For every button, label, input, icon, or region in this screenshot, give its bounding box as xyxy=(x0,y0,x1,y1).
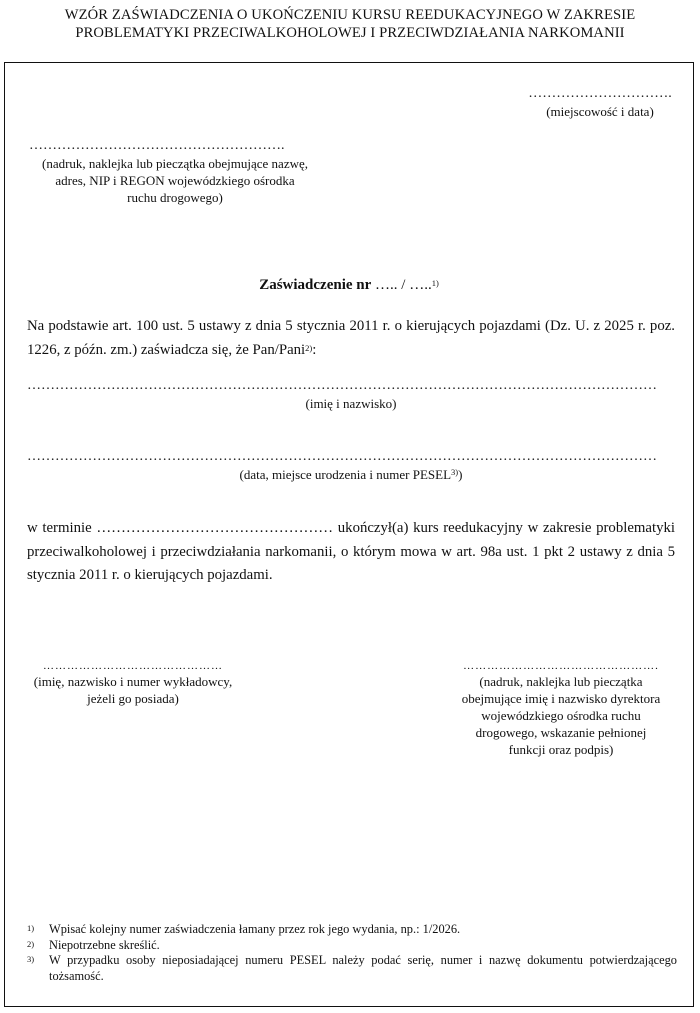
completion-text: ukończył(a) kurs reedukacyjny w zakresie problematyki przeciwalkoholowej i przeciwdziałania narkomanii, o którym mowa w art. 98a ust. 1 pkt 2 ustawy z dnia 5 stycznia 2011 r. o kierujących pojazdami. xyxy=(27,520,675,583)
director-label-line-3: wojewódzkiego ośrodka ruchu xyxy=(481,708,641,723)
name-field-dots[interactable]: ……………………………………………………………………………………………………………………… xyxy=(27,378,657,393)
completion-date-dots[interactable]: ………………………………………… xyxy=(91,520,338,536)
place-date-dots[interactable]: …………………………. xyxy=(528,86,672,101)
footnote-2 xyxy=(27,938,677,954)
lecturer-label-line-1: (imię, nazwisko i numer wykładowcy, xyxy=(33,674,233,689)
center-stamp-label-line-1: (nadruk, naklejka lub pieczątka obejmujące nazwę, xyxy=(41,156,308,171)
footnote-2-mark: 2) xyxy=(27,938,35,949)
footnote-3 xyxy=(27,953,677,984)
director-signature-dots[interactable]: …………………………………………. xyxy=(463,660,659,672)
director-label-line-1: (nadruk, naklejka lub pieczątka xyxy=(479,674,643,689)
lecturer-signature-dots[interactable]: ……………………………………… xyxy=(43,660,223,672)
completion-prefix: w terminie xyxy=(27,520,92,536)
birth-field-label-text: (data, miejsce urodzenia i numer PESEL xyxy=(239,467,452,482)
footnote-1-text: Wpisać kolejny numer zaświadczenia łamany przez rok jego wydania, np.: 1/2026. xyxy=(49,922,461,936)
name-field-block xyxy=(27,377,675,412)
birth-field-dots[interactable]: ……………………………………………………………………………………………………………………… xyxy=(27,449,657,464)
director-label-line-5: funkcji oraz podpis) xyxy=(508,742,614,757)
certificate-number-placeholder[interactable]: ….. / ….. xyxy=(371,277,432,293)
intro-text: Na podstawie art. 100 ust. 5 ustawy z dnia 5 stycznia 2011 r. o kierujących pojazdami (Dz. U. z 2025 r. poz. 1226, z późn. zm.) zaświadcza się, że Pan/Pani xyxy=(27,318,675,358)
footnote-2-text: Niepotrzebne skreślić. xyxy=(49,937,160,952)
intro-suffix: : xyxy=(312,341,317,358)
footnotes xyxy=(27,922,677,984)
footnote-3-mark: 3) xyxy=(27,954,35,964)
name-field-label: (imię i nazwisko) xyxy=(305,396,397,411)
intro-paragraph xyxy=(27,315,675,362)
director-label-line-4: drogowego, wskazanie pełnionej xyxy=(475,725,647,740)
center-stamp-block xyxy=(25,137,325,206)
birth-field-label-suffix: ) xyxy=(458,467,463,482)
certificate-title: Zaświadczenie nr xyxy=(259,277,372,293)
heading-line-1: WZÓR ZAŚWIADCZENIA O UKOŃCZENIU KURSU REEDUKACYJNEGO W ZAKRESIE xyxy=(64,7,636,23)
heading-line-2: PROBLEMATYKI PRZECIWALKOHOLOWEJ I PRZECIWDZIAŁANIA NARKOMANII xyxy=(75,25,625,41)
document-heading xyxy=(0,6,700,42)
birth-field-label xyxy=(27,466,675,483)
certificate-frame xyxy=(4,62,694,1007)
footnote-1 xyxy=(27,922,677,938)
footnote-ref-1: 1) xyxy=(431,278,439,288)
lecturer-signature-block xyxy=(19,659,247,707)
center-stamp-label-line-3: ruchu drogowego) xyxy=(127,190,223,205)
lecturer-label-line-2: jeżeli go posiada) xyxy=(87,691,179,706)
place-date-label: (miejscowość i data) xyxy=(546,104,654,119)
director-label-line-2: obejmujące imię i nazwisko dyrektora xyxy=(461,691,661,706)
place-date-block xyxy=(505,85,695,120)
footnote-ref-3: 3) xyxy=(451,467,459,477)
footnote-1-mark: 1) xyxy=(27,923,35,933)
center-stamp-label-line-2: adres, NIP i REGON wojewódzkiego ośrodka xyxy=(55,173,295,188)
birth-field-block xyxy=(27,448,675,483)
director-signature-block xyxy=(441,659,681,758)
footnote-ref-2: 2) xyxy=(305,342,313,353)
certificate-title-row xyxy=(5,275,693,295)
completion-paragraph xyxy=(27,517,675,588)
footnote-3-text: W przypadku osoby nieposiadającej numeru PESEL należy podać serię, numer i nazwę dokumentu potwierdzającego tożsamość. xyxy=(49,953,677,983)
center-stamp-dots[interactable]: ………………………………………………. xyxy=(29,138,285,153)
